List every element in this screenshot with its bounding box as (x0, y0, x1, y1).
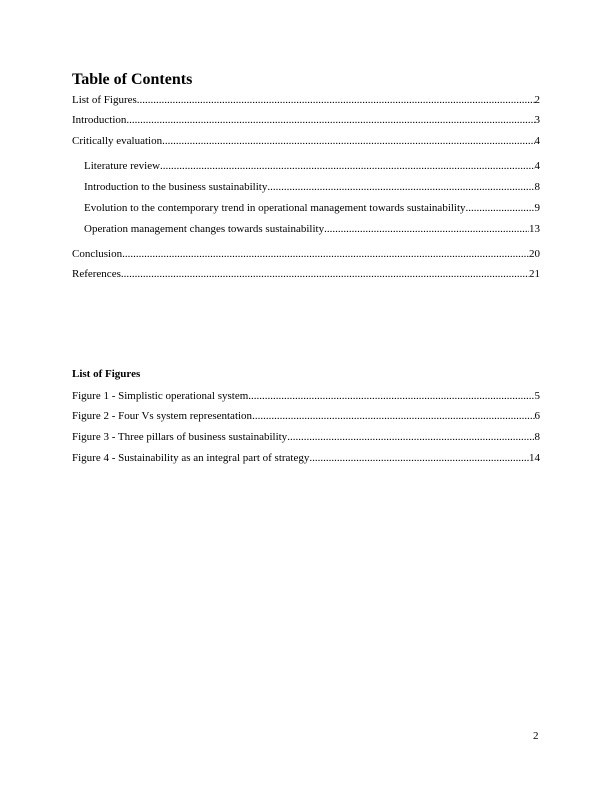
toc-entry-page: 4 (534, 160, 540, 172)
toc-entry-label: Introduction (72, 114, 127, 126)
toc-entry-operation-management[interactable] (84, 222, 540, 236)
toc-entry-critically-evaluation[interactable] (72, 134, 540, 148)
figure-entry-label: Figure 1 - Simplistic operational system (72, 390, 249, 402)
page-number: 2 (533, 730, 539, 742)
toc-entry-label: Conclusion (72, 248, 123, 260)
dot-leader (160, 159, 534, 173)
dot-leader (122, 247, 529, 261)
toc-entry-page: 4 (534, 135, 540, 147)
dot-leader (324, 222, 529, 236)
toc-entry-page: 13 (529, 223, 540, 235)
toc-entry-references[interactable] (72, 267, 540, 281)
toc-entry-page: 21 (529, 268, 540, 280)
toc-entry-label: Introduction to the business sustainability (84, 181, 268, 193)
toc-entry-page: 3 (534, 114, 540, 126)
toc-entry-label: References (72, 268, 121, 280)
dot-leader (252, 409, 534, 423)
figure-entry-page: 8 (534, 431, 540, 443)
toc-entry-page: 20 (529, 248, 540, 260)
toc-entry-page: 2 (534, 94, 540, 106)
toc-entry-introduction[interactable] (72, 113, 540, 127)
figure-entry-page: 6 (534, 410, 540, 422)
dot-leader (121, 267, 529, 281)
dot-leader (126, 113, 534, 127)
dot-leader (137, 93, 535, 107)
dot-leader (309, 451, 529, 465)
dot-leader (287, 430, 534, 444)
list-of-figures-heading: List of Figures (72, 368, 141, 380)
figure-entry-1[interactable] (72, 389, 540, 403)
toc-entry-business-sustainability[interactable] (84, 180, 540, 194)
toc-entry-page: 8 (534, 181, 540, 193)
toc-entry-literature-review[interactable] (84, 159, 540, 173)
toc-entry-label: List of Figures (72, 94, 137, 106)
dot-leader (162, 134, 534, 148)
figure-entry-page: 14 (529, 452, 540, 464)
toc-entry-label: Evolution to the contemporary trend in operational management towards sustainability (84, 202, 466, 214)
toc-entry-conclusion[interactable] (72, 247, 540, 261)
toc-heading: Table of Contents (72, 71, 193, 88)
toc-entry-list-of-figures[interactable] (72, 93, 540, 107)
figure-entry-3[interactable] (72, 430, 540, 444)
figure-entry-label: Figure 3 - Three pillars of business sustainability (72, 431, 288, 443)
toc-entry-label: Critically evaluation (72, 135, 163, 147)
toc-entry-page: 9 (534, 202, 540, 214)
toc-entry-label: Literature review (84, 160, 161, 172)
dot-leader (248, 389, 534, 403)
figure-entry-label: Figure 2 - Four Vs system representation (72, 410, 253, 422)
toc-entry-label: Operation management changes towards sustainability (84, 223, 325, 235)
dot-leader (466, 201, 535, 215)
figure-entry-2[interactable] (72, 409, 540, 423)
toc-entry-evolution[interactable] (84, 201, 540, 215)
figure-entry-page: 5 (534, 390, 540, 402)
dot-leader (267, 180, 534, 194)
figure-entry-label: Figure 4 - Sustainability as an integral part of strategy (72, 452, 310, 464)
figure-entry-4[interactable] (72, 451, 540, 465)
